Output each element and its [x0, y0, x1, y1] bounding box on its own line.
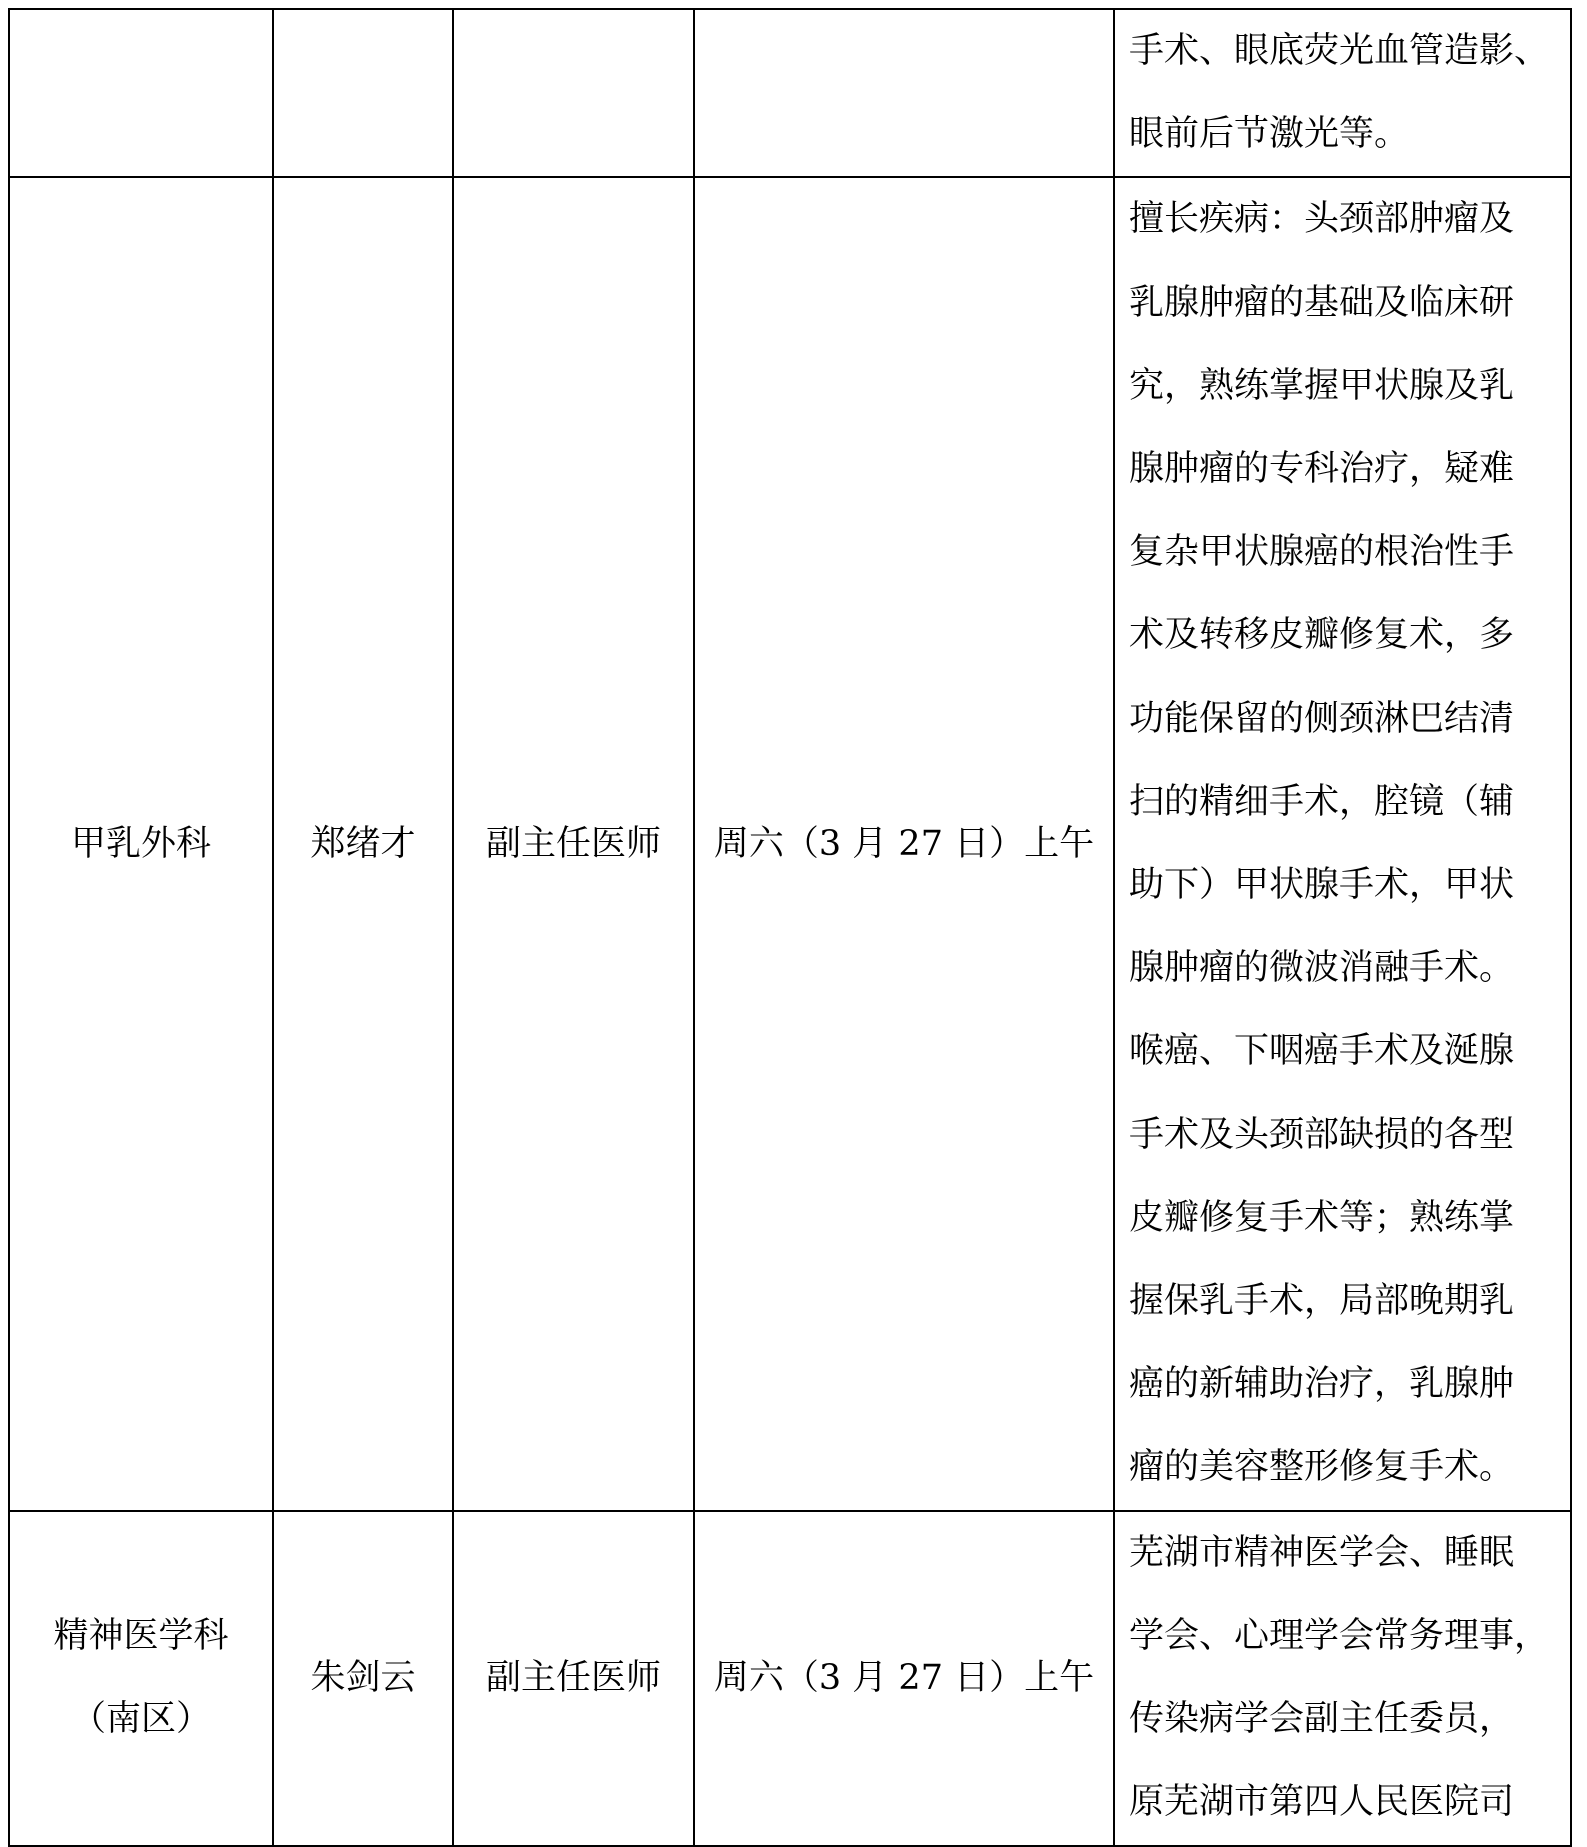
doctor-cell: 朱剑云 — [273, 1511, 453, 1846]
specialty-line: 传染病学会副主任委员， — [1129, 1699, 1515, 1740]
specialty-line: 学会、心理学会常务理事， — [1129, 1615, 1550, 1656]
specialty-cell — [1114, 1511, 1571, 1846]
table-row — [9, 1511, 1571, 1846]
table-row — [9, 177, 1571, 1510]
department-line: （南区） — [70, 1699, 211, 1740]
time-cell — [694, 9, 1114, 177]
specialty-cell — [1114, 177, 1571, 1510]
table-row — [9, 9, 1571, 177]
specialty-line: 皮瓣修复手术等；熟练掌 — [1129, 1197, 1515, 1238]
specialty-cell — [1114, 9, 1571, 177]
specialty-line: 眼前后节激光等。 — [1129, 114, 1410, 155]
specialty-line: 芜湖市精神医学会、睡眠 — [1129, 1532, 1515, 1573]
specialty-line: 腺肿瘤的微波消融手术。 — [1129, 948, 1515, 989]
specialty-line: 擅长疾病：头颈部肿瘤及 — [1129, 199, 1515, 240]
specialty-line: 功能保留的侧颈淋巴结清 — [1129, 698, 1515, 739]
specialty-line: 乳腺肿瘤的基础及临床研 — [1129, 282, 1515, 323]
department-cell — [9, 1511, 273, 1846]
time-cell: 周六（3 月 27 日）上午 — [694, 177, 1114, 1510]
department-line: 精神医学科 — [53, 1616, 229, 1657]
time-cell: 周六（3 月 27 日）上午 — [694, 1511, 1114, 1846]
specialty-line: 癌的新辅助治疗，乳腺肿 — [1129, 1364, 1515, 1405]
specialty-line: 手术及头颈部缺损的各型 — [1129, 1114, 1515, 1155]
specialty-line: 腺肿瘤的专科治疗，疑难 — [1129, 449, 1515, 490]
title-cell: 副主任医师 — [453, 1511, 694, 1846]
specialty-line: 握保乳手术，局部晚期乳 — [1129, 1281, 1515, 1322]
specialty-line: 扫的精细手术，腔镜（辅 — [1129, 781, 1515, 822]
title-cell — [453, 9, 694, 177]
doctor-schedule-table — [8, 8, 1572, 1847]
doctor-cell: 郑绪才 — [273, 177, 453, 1510]
specialty-line: 术及转移皮瓣修复术，多 — [1129, 615, 1515, 656]
title-cell: 副主任医师 — [453, 177, 694, 1510]
specialty-line: 助下）甲状腺手术，甲状 — [1129, 865, 1515, 906]
specialty-line: 究，熟练掌握甲状腺及乳 — [1129, 365, 1515, 406]
specialty-line: 手术、眼底荧光血管造影、 — [1129, 31, 1550, 71]
specialty-line: 喉癌、下咽癌手术及涎腺 — [1129, 1031, 1515, 1072]
department-cell: 甲乳外科 — [9, 177, 273, 1510]
doctor-cell — [273, 9, 453, 177]
specialty-line: 复杂甲状腺癌的根治性手 — [1129, 532, 1515, 573]
specialty-line: 原芜湖市第四人民医院司 — [1129, 1782, 1515, 1823]
department-cell — [9, 9, 273, 177]
specialty-line: 瘤的美容整形修复手术。 — [1129, 1447, 1515, 1488]
